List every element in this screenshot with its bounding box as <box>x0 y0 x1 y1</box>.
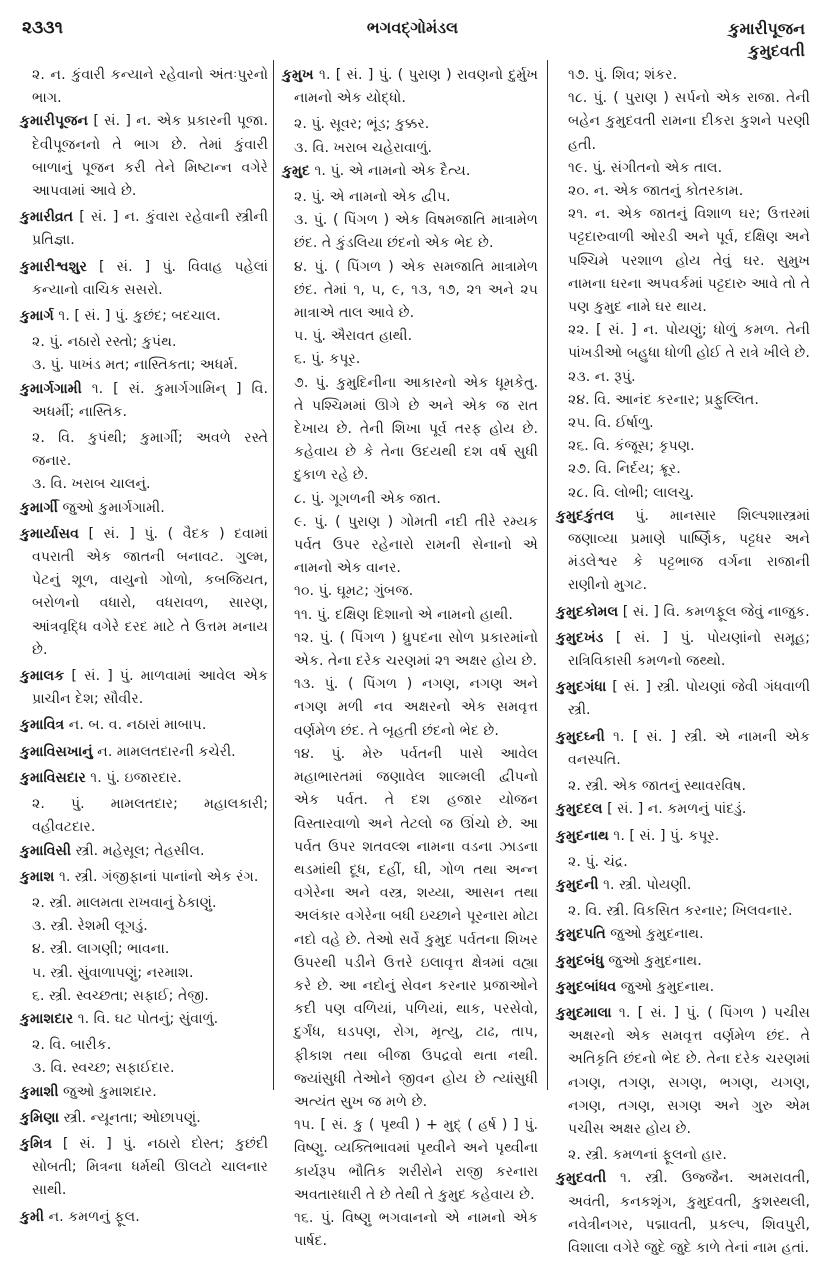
headword: કુમાર્યાસવ <box>20 525 79 542</box>
dictionary-entry <box>556 676 810 722</box>
guide-word-first: કુમારીપૂજન <box>728 19 805 38</box>
sub-sense: ૧૨. પું. ( પિંગળ ) ધ્રુપદના સોળ પ્રકારમાંનો એક. તેના દરેક ચરણમાં ૨૧ અક્ષર હોય છે. <box>294 629 538 670</box>
sub-sense: ૨. પું. સૂવર; ભૂંડ; કુક્કર. <box>294 116 430 133</box>
headword: કુમાલક <box>20 668 65 685</box>
definition: ૧. [ સં. ] સ્ત્રી. એ નામની એક વનસ્પતિ. <box>568 728 810 768</box>
definition: ન. કમળનું ફૂલ. <box>44 1208 140 1225</box>
dictionary-entry <box>20 1107 268 1130</box>
sub-sense: ૨. વિ. બારીક. <box>32 1037 112 1054</box>
sub-sense: ૨૧. ન. એક જાતનું વિશાળ ઘર; ઉત્તરમાં પટ્ટદારુવાળી ઓરડી અને પૂર્વ, દક્ષિણ અને પશ્ચિમે પરશાળ હોય તેવું ઘર. સુમુખ નામના ઘરના અપવર્કમાં પટ્ટદારુ આવે તો તે પણ કુમુદ નામે ઘર થાય. <box>568 206 810 316</box>
sub-sense: ૧૦. પું. ઘૂમટ; ગુંબજ. <box>294 583 414 600</box>
sub-sense: ૩. પું. પાખંડ મત; નાસ્તિકતા; અધર્મ. <box>32 357 238 374</box>
sub-sense: ૨. સ્ત્રી. એક જાતનું સ્થાવરવિષ. <box>568 778 746 795</box>
dictionary-entry <box>20 741 268 764</box>
definition: જુઓ કુમુદનાથ. <box>603 952 702 969</box>
dictionary-entry <box>20 110 268 203</box>
sub-sense: ૨૩. ન. રૂપું. <box>568 368 636 385</box>
sub-sense: ૯. પું. ( પુરાણ ) ગોમતી નદી તીરે રમ્યક પર્વત ઉપર રહેનારો રામની સેનાનો એ નામનો એક વાનર. <box>294 513 538 577</box>
dictionary-entry <box>556 950 810 973</box>
definition: [ સં. ] પું. માળવામાં આવેલ એક પ્રાચીન દેશ; સૌવીર. <box>32 668 268 708</box>
definition: ન. મામલતદારની કચેરી. <box>92 743 236 760</box>
definition: પું. માનસાર શિલ્પશાસ્ત્રમાં જણાવ્યા પ્રમાણે પાર્ષ્ણિક, પટ્ટધર અને મંડલેશ્વર કે પટ્ટભાજ વર્ગના રાજાની રાણીનો મુગટ. <box>568 507 810 594</box>
column-2 <box>282 64 538 1253</box>
sub-sense: ૨૭. વિ. નિર્દય; ક્રૂર. <box>568 461 681 478</box>
dictionary-entry <box>556 976 810 999</box>
sub-sense: ૭. પું. કુમુદિનીના આકારનો એક ધૂમકેતુ. તે પશ્ચિમમાં ઊગે છે અને એક જ રાત દેખાય છે. તેની શિખા પૂર્વ તરફ હોય છે. કહેવાય છે કે તેના ઉદયથી દશ વર્ષ સુધી દુકાળ રહે છે. <box>294 374 538 484</box>
definition: [ સં. ] પું. વિવાહ પહેલાં કન્યાનો વાચિક સસરો. <box>32 258 268 298</box>
dictionary-entry <box>20 305 268 328</box>
headword: કુમી <box>20 1208 45 1225</box>
headword: કુમુદદલ <box>556 801 603 818</box>
dictionary-entry <box>556 726 810 772</box>
sub-sense: ૧૫. [ સં. કુ ( પૃથ્વી ) + મુદ્ ( હર્ષ ) ] પું. વિષ્ણુ. વ્યક્તિભાવમાં પૃથ્વીને અને પૃથ્વીના કાર્યરૂપ ભૌતિક શરીરોને રાજી કરનારા અવતારધારી તે છે તેથી તે કુમુદ કહેવાય છે. <box>294 1117 538 1203</box>
sub-sense: ૨૨. [ સં. ] ન. પોયણું; ધોળું કમળ. તેની પાંખડીઓ બહુધા ધોળી હોઈ તે રાત્રે ખીલે છે. <box>568 322 810 362</box>
headword: કુમાર્ગગામી <box>20 380 82 397</box>
dictionary-entry <box>20 665 268 711</box>
dictionary-entry <box>556 601 810 624</box>
headword: કુમુખ <box>282 67 314 83</box>
sub-sense: ૮. પું. ગૂગળની એક જાત. <box>294 490 441 507</box>
dictionary-entry <box>20 523 268 662</box>
dictionary-entry <box>20 1081 268 1104</box>
sub-sense: ૩. પું. ( પિંગળ ) એક વિષમજાતિ માત્રામેળ છંદ. તે કુંડલિયા છંદનો એક ભેદ છે. <box>294 212 538 252</box>
headword: કુમુદપતિ <box>556 926 606 943</box>
sub-sense: ૧૩. પું. ( પિંગળ ) નગણ, નગણ અને નગણ મળી નવ અક્ષરનો એક સમવૃત્ત વર્ણમેળ છંદ. તે બૃહતી છંદનો ભેદ છે. <box>294 676 538 739</box>
headword: કુમાવિસખાનું <box>20 743 93 760</box>
dictionary-entry <box>556 923 810 946</box>
sub-sense: ૨૬. વિ. કંજૂસ; કૃપણ. <box>568 438 695 455</box>
definition: ૧. [ સં. કુમાર્ગગામિન્ ] વિ. અધર્મી; નાસ્તિક. <box>32 380 268 420</box>
sub-sense: ૪. સ્ત્રી. લાગણી; ભાવના. <box>32 941 170 958</box>
dictionary-entry <box>20 840 268 863</box>
definition: [ સં. ] ન. કુંવારા રહેવાની સ્ત્રીની પ્રતિજ્ઞા. <box>32 209 268 249</box>
dictionary-entry <box>556 1167 810 1260</box>
sub-sense: ૫. પું. ઐરાવત હાથી. <box>294 328 413 345</box>
dictionary-entry <box>282 160 538 183</box>
definition: સ્ત્રી. ન્યૂનતા; ઓછાપણું. <box>59 1109 201 1126</box>
guide-word-last: કુમુદવતી <box>748 41 805 60</box>
column-3 <box>556 64 810 1263</box>
dictionary-entry <box>556 825 810 848</box>
sub-sense: ૨. પું. મામલતદાર; મહાલકારી; વહીવટદાર. <box>32 796 268 836</box>
sub-sense: ૨. સ્ત્રી. માલમતા રાખવાનું ઠેકાણું. <box>32 894 217 911</box>
headword: કુમિત્ર <box>20 1135 52 1152</box>
headword: કુમિણા <box>20 1109 60 1126</box>
definition: ૧. [ સં. ] પું. ( પુરાણ ) રાવણનો દુર્મુખ નામનો એક યોદ્ધો. <box>294 67 538 107</box>
definition: ૧. [ સં. ] પું. કપૂર. <box>608 827 720 844</box>
dictionary-entry <box>20 1206 268 1229</box>
definition: ૧. [ સં. ] પું. ( પિંગળ ) પચીસ અક્ષરનો એક સમવૃત્ત વર્ણમેળ છંદ. તે અતિકૃતિ છંદનો ભેદ છે. તેના દરેક ચરણમાં નગણ, તગણ, સગણ, ભગણ, યગણ, નગણ, તગણ, સગણ અને ગુરુ એમ પચીસ અક્ષર હોય છે. <box>568 1004 810 1137</box>
headword: કુમારીવ્રત <box>20 209 74 226</box>
sub-sense: ૧૯. પું. સંગીતનો એક તાલ. <box>568 159 723 176</box>
column-1 <box>20 64 268 1232</box>
headword: કુમાવિસી <box>20 842 72 859</box>
sub-sense: ૨. વિ. કુપંથી; કુમાર્ગી; અવળે રસ્તે જનાર. <box>32 430 268 470</box>
headword: કુમુદવતી <box>556 1170 607 1187</box>
headword: કુમુદગંધા <box>556 679 607 696</box>
headword: કુમુદમાલા <box>556 1004 612 1021</box>
sub-sense: ૨. પું. ચંદ્ર. <box>568 853 628 870</box>
sub-sense: ૧૭. પું. શિવ; શંકર. <box>568 67 678 83</box>
definition: [ સં. ] ન. એક પ્રકારની પૂજા. દેવીપૂજનનો તે ભાગ છે. તેમાં કુંવારી બાળાનું પૂજન કરી તેને મિષ્ટાન્ન વગેરે આપવામાં આવે છે. <box>32 113 268 200</box>
headword: કુમાશ <box>20 868 55 885</box>
dictionary-entry <box>20 714 268 737</box>
dictionary-entry <box>556 1002 810 1141</box>
dictionary-entry <box>556 798 810 821</box>
guide-words <box>728 18 805 62</box>
sub-sense: ૬. પું. કપૂર. <box>294 351 361 368</box>
dictionary-entry <box>20 256 268 302</box>
definition: ૧. પું. એ નામનો એક દૈત્ય. <box>309 162 471 179</box>
definition: ૧. [ સં. ] પું. કુછંદ; બદચાલ. <box>53 308 221 325</box>
definition: [ સં. ] ન. કમળનું પાંદડું. <box>602 801 747 818</box>
headword: કુમુદનાથ <box>556 827 609 844</box>
headword: કુમાર્ગ <box>20 308 54 325</box>
dictionary-entry <box>20 767 268 790</box>
sub-sense: ૩. સ્ત્રી. રેશમી લૂગડું. <box>32 918 148 935</box>
dictionary-entry <box>20 866 268 889</box>
dictionary-entry <box>20 497 268 520</box>
dictionary-entry <box>556 505 810 598</box>
page-number: ૨૩૩૧ <box>22 18 63 38</box>
sub-sense: ૧૬. પું. વિષ્ણુ ભગવાનનો એ નામનો એક પાર્ષદ. <box>294 1209 538 1250</box>
headword: કુમારીપૂજન <box>20 113 89 130</box>
column-divider <box>547 60 548 1090</box>
dictionary-entry <box>20 378 268 424</box>
sub-sense: ૨. ન. કુંવારી કન્યાને રહેવાનો અંતઃપુરનો ભાગ. <box>32 67 268 107</box>
headword: કુમારીશ્વશુર <box>20 258 88 275</box>
definition: સ્ત્રી. મહેસૂલ; તેહસીલ. <box>71 842 205 859</box>
sub-sense: ૩. વિ. ખરાબ ચાલનું. <box>32 476 151 493</box>
sub-sense: ૨. વિ. સ્ત્રી. વિકસિત કરનાર; ખિલવનાર. <box>568 903 793 920</box>
dictionary-entry <box>20 206 268 252</box>
headword: કુમુદબંધુ <box>556 952 604 969</box>
definition: જુઓ કુમાશદાર. <box>58 1083 157 1100</box>
sub-sense: ૨૪. વિ. આનંદ કરનાર; પ્રફુલ્લિત. <box>568 391 759 408</box>
sub-sense: ૨. પું. એ નામનો એક દ્વીપ. <box>294 189 451 206</box>
book-title: ભગવદ્ગોમંડલ <box>366 18 459 37</box>
definition: ૧. પું. ઇજારદાર. <box>85 769 182 786</box>
sub-sense: ૨. સ્ત્રી. કમળનાં ફૂલનો હાર. <box>568 1147 727 1164</box>
sub-sense: ૪. પું. ( પિંગળ ) એક સમજાતિ માત્રામેળ છંદ. તેમાં ૧, ૫, ૯, ૧૩, ૧૭, ૨૧ અને ૨૫ માત્રાએ તાલ આવે છે. <box>294 258 538 322</box>
definition: [ સં. ] પું. નઠારો દોસ્ત; કુછંદી સોબતી; મિત્રના ધર્મથી ઊલટો ચાલનાર સાથી. <box>32 1135 268 1199</box>
sub-sense: ૧૧. પું. દક્ષિણ દિશાનો એ નામનો હાથી. <box>294 606 513 623</box>
headword: કુમુદઘ્ની <box>556 728 605 745</box>
headword: કુમાશદાર <box>20 1010 74 1027</box>
headword: કુમુદકોમલ <box>556 603 619 620</box>
definition: [ સં. ] પું. પોયણાંનો સમૂહ; રાત્રિવિકાસી કમળનો જથ્થો. <box>568 629 810 670</box>
headword: કુમાવિસદાર <box>20 769 86 786</box>
headword: કુમાવિત્ર <box>20 717 65 734</box>
sub-sense: ૧૪. પું. મેરુ પર્વતની પાસે આવેલ મહાભારતમાં જણાવેલ શાલ્મલી દ્વીપનો એક પર્વત. તે દશ હજાર યોજન વિસ્તારવાળો અને તેટલો જ ઊંચો છે. આ પર્વત ઉપર શતવલ્શ નામના વડના ઝાડના થડમાંથી દૂધ, દહીં, ઘી, ગોળ તથા અન્ન વગેરેના અને વસ્ત્ર, શય્યા, આસન તથા અલંકાર વગેરેના બધી ઇચ્છાને પૂરનારા મોટા નદો વહે છે. તેઓ સર્વે કુમુદ પર્વતના શિખર ઉપરથી પડીને ઉત્તરે ઇલાવૃત્ત ક્ષેત્રમાં વહ્યા કરે છે. આ નદોનું સેવન કરનાર પ્રજાઓને કદી પણ વળિયાં, પળિયાં, થાક, પરસેવો, દુર્ગંધ, ઘડપણ, રોગ, મૃત્યુ, ટાઢ, તાપ, ફીકાશ તથા બીજા ઉપદ્રવો થતા નથી. જ્યાંસુધી તેઓને જીવન હોય છે ત્યાંસુધી અત્યંત સુખ જ મળે છે. <box>294 745 538 1110</box>
definition: જુઓ કુમુદનાથ. <box>616 978 715 995</box>
dictionary-entry <box>20 1133 268 1203</box>
definition: [ સં. ] પું. ( વૈદક ) દવામાં વપરાતી એક જાતની બનાવટ. ગુલ્મ, પેટનું શૂળ, વાયુનો ગોળો, કબજિયત, બરોળનો વધારો, વધરાવળ, સારણ, આંત્રવૃદ્ધિ વગેરે દરદ માટે તે ઉત્તમ મનાય છે. <box>32 525 268 658</box>
headword: કુમાશી <box>20 1083 59 1100</box>
dictionary-entry <box>556 627 810 673</box>
sub-sense: ૨. પું. નઠારો રસ્તો; કુપંથ. <box>32 334 177 351</box>
headword: કુમુદબાંધવ <box>556 978 617 995</box>
headword: કુમુદખંડ <box>556 629 604 646</box>
definition: ૧. સ્ત્રી. ગંજીફાનાં પાનાંનો એક રંગ. <box>54 868 259 885</box>
definition: જુઓ કુમાર્ગગામી. <box>57 499 165 516</box>
sub-sense: ૨૫. વિ. ઈર્ષાળુ. <box>568 415 654 432</box>
dictionary-entry <box>282 64 538 110</box>
definition: ૧. સ્ત્રી. પોયણી. <box>598 876 692 893</box>
sub-sense: ૫. સ્ત્રી. સુંવાળાપણું; નરમાશ. <box>32 964 194 981</box>
definition: જુઓ કુમુદનાથ. <box>605 926 704 943</box>
definition: ૧. વિ. ઘટ પોતનું; સુંવાળું. <box>73 1010 219 1027</box>
sub-sense: ૩. વિ. ખરાબ ચહેરાવાળું. <box>294 139 433 156</box>
sub-sense: ૧૮. પું. ( પુરાણ ) સર્પનો એક રાજા. તેની બહેન કુમુદવતી રામના દીકરા કુશને પરણી હતી. <box>568 90 810 153</box>
sub-sense: ૬. સ્ત્રી. સ્વચ્છતા; સફાઈ; તેજી. <box>32 987 209 1004</box>
column-divider <box>273 60 274 1090</box>
headword: કુમુદકુંતલ <box>556 507 615 524</box>
headword: કુમુદની <box>556 876 599 893</box>
definition: [ સં. ] સ્ત્રી. પોયણાં જેવી ગંધવાળી સ્ત્રી. <box>568 679 810 719</box>
sub-sense: ૨૦. ન. એક જાતનું કોતરકામ. <box>568 183 744 200</box>
headword: કુમુદ <box>282 162 310 179</box>
dictionary-entry <box>20 1008 268 1031</box>
dictionary-entry <box>556 874 810 897</box>
headword: કુમાર્ગી <box>20 499 58 516</box>
definition: ન. બ. વ. નઠારાં માબાપ. <box>64 717 207 734</box>
sub-sense: ૩. વિ. સ્વચ્છ; સફાઈદાર. <box>32 1060 175 1077</box>
definition: ૧. સ્ત્રી. ઉજ્જૈન. અમરાવતી, અવંતી, કનકશૃંગ, કુમુદવતી, કુશસ્થલી, નવેત્રીનગર, પદ્માવતી, પ્રકલ્પ, શિવપુરી, વિશાલા વગેરે જુદે જુદે કાળે તેનાં નામ હતાં. <box>568 1170 810 1256</box>
definition: [ સં. ] વિ. કમળફૂલ જેવું નાજુક. <box>618 603 810 620</box>
sub-sense: ૨૮. વિ. લોભી; લાલચુ. <box>568 484 694 501</box>
